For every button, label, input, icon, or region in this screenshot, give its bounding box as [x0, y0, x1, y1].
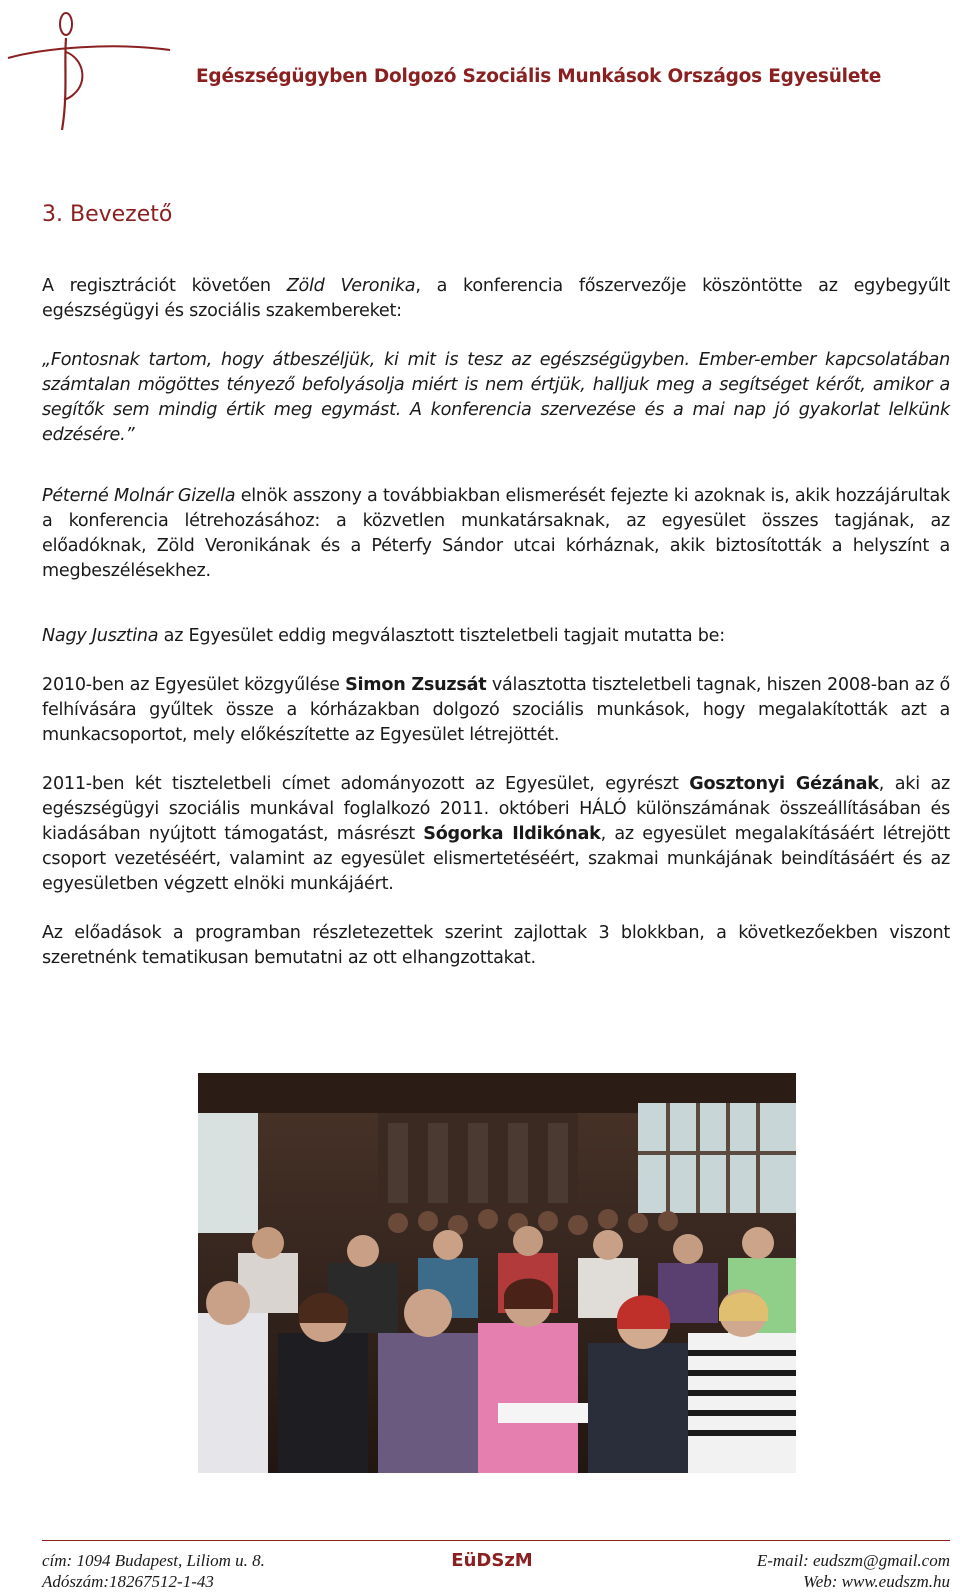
p2010-text-start: 2010-ben az Egyesület közgyűlése	[42, 675, 346, 695]
p2011-text-start: 2011-ben két tiszteletbeli címet adományozott az Egyesület, egyrészt	[42, 774, 690, 794]
footer-right	[757, 1550, 950, 1592]
presenter-name: Nagy Jusztina	[42, 626, 159, 646]
p2011-text-mid: , aki az egészségügyi szociális munkával foglalkozó 2011. októberi HÁLÓ különszámának összeállításában és kiadásában nyújtott támogatást, másrészt	[42, 774, 950, 844]
section-title: 3. Bevezető	[42, 202, 173, 227]
p2011-text-end: , az egyesület megalakításáért létrejött csoport vezetéséért, valamint az egyesület elismertetéséért, szakmai munkájának beindításáért és az egyesületben végzett elnöki munkájáért.	[42, 824, 950, 894]
footer-divider	[42, 1540, 950, 1541]
closing-paragraph: Az előadások a programban részletezettek szerint zajlottak 3 blokkban, a következőekben viszont szeretnénk tematikusan bemutatni az ott elhangzottakat.	[42, 923, 950, 968]
footer-tax-number: Adószám:18267512-1-43	[42, 1572, 214, 1591]
footer-address: cím: 1094 Budapest, Liliom u. 8.	[42, 1551, 265, 1570]
organization-logo	[4, 4, 174, 134]
footer-email: E-mail: eudszm@gmail.com	[756, 1551, 950, 1570]
p2010-text-end: választotta tiszteletbeli tagnak, hiszen 2008-ban az ő felhívására gyűltek össze a kórházakban dolgozó szociális munkások, hogy megalakították azt a munkacsoportot, mely előkészítette az Egyesület létrejöttét.	[42, 675, 950, 745]
organization-name: Egészségügyben Dolgozó Szociális Munkások Országos Egyesülete	[196, 66, 882, 87]
footer-left	[42, 1550, 265, 1592]
honorary-intro-paragraph	[42, 624, 950, 649]
honorary-member-gosztonyi: Gosztonyi Gézának	[689, 774, 879, 794]
intro-text-end: , a konferencia főszervezője köszöntötte az egybegyűlt egészségügyi és szociális szakembereket:	[42, 276, 951, 321]
document-body	[42, 274, 950, 971]
intro-paragraph	[42, 274, 950, 324]
organizer-name: Zöld Veronika	[286, 276, 416, 296]
footer-web: Web: www.eudszm.hu	[803, 1572, 950, 1591]
president-name: Péterné Molnár Gizella	[42, 486, 236, 506]
footer-brand: EüDSzM	[451, 1550, 533, 1571]
honorary-intro-text: az Egyesület eddig megválasztott tiszteletbeli tagjait mutatta be:	[158, 626, 725, 646]
quote-paragraph: „Fontosnak tartom, hogy átbeszéljük, ki mit is tesz az egészségügyben. Ember-ember kapcsolatában számtalan mögöttes tényező befolyásolja miért is nem értjük, halljuk meg a segítséget kérőt, amikor a segítők sem mindig értik meg egymást. A konferencia szervezése és a mai nap jó gyakorlat lelkünk edzésére.”	[42, 350, 950, 445]
conference-audience-photo	[198, 1073, 796, 1473]
intro-text-start: A regisztrációt követően	[42, 276, 287, 296]
thanks-text: elnök asszony a továbbiakban elismerését fejezte ki azoknak is, akik hozzájárultak a konferencia létrehozásához: a közvetlen munkatársaknak, az egyesület összes tagjának, az előadóknak, Zöld Veronikának és a Péterfy Sándor utcai kórháznak, akik biztosították a helyszínt a megbeszélésekhez.	[42, 486, 950, 581]
honorary-member-sogorka: Sógorka Ildikónak	[423, 824, 601, 844]
paragraph-2010	[42, 673, 950, 748]
paragraph-2011	[42, 772, 950, 897]
thanks-paragraph	[42, 484, 950, 584]
honorary-member-simon: Simon Zsuzsát	[345, 675, 487, 695]
